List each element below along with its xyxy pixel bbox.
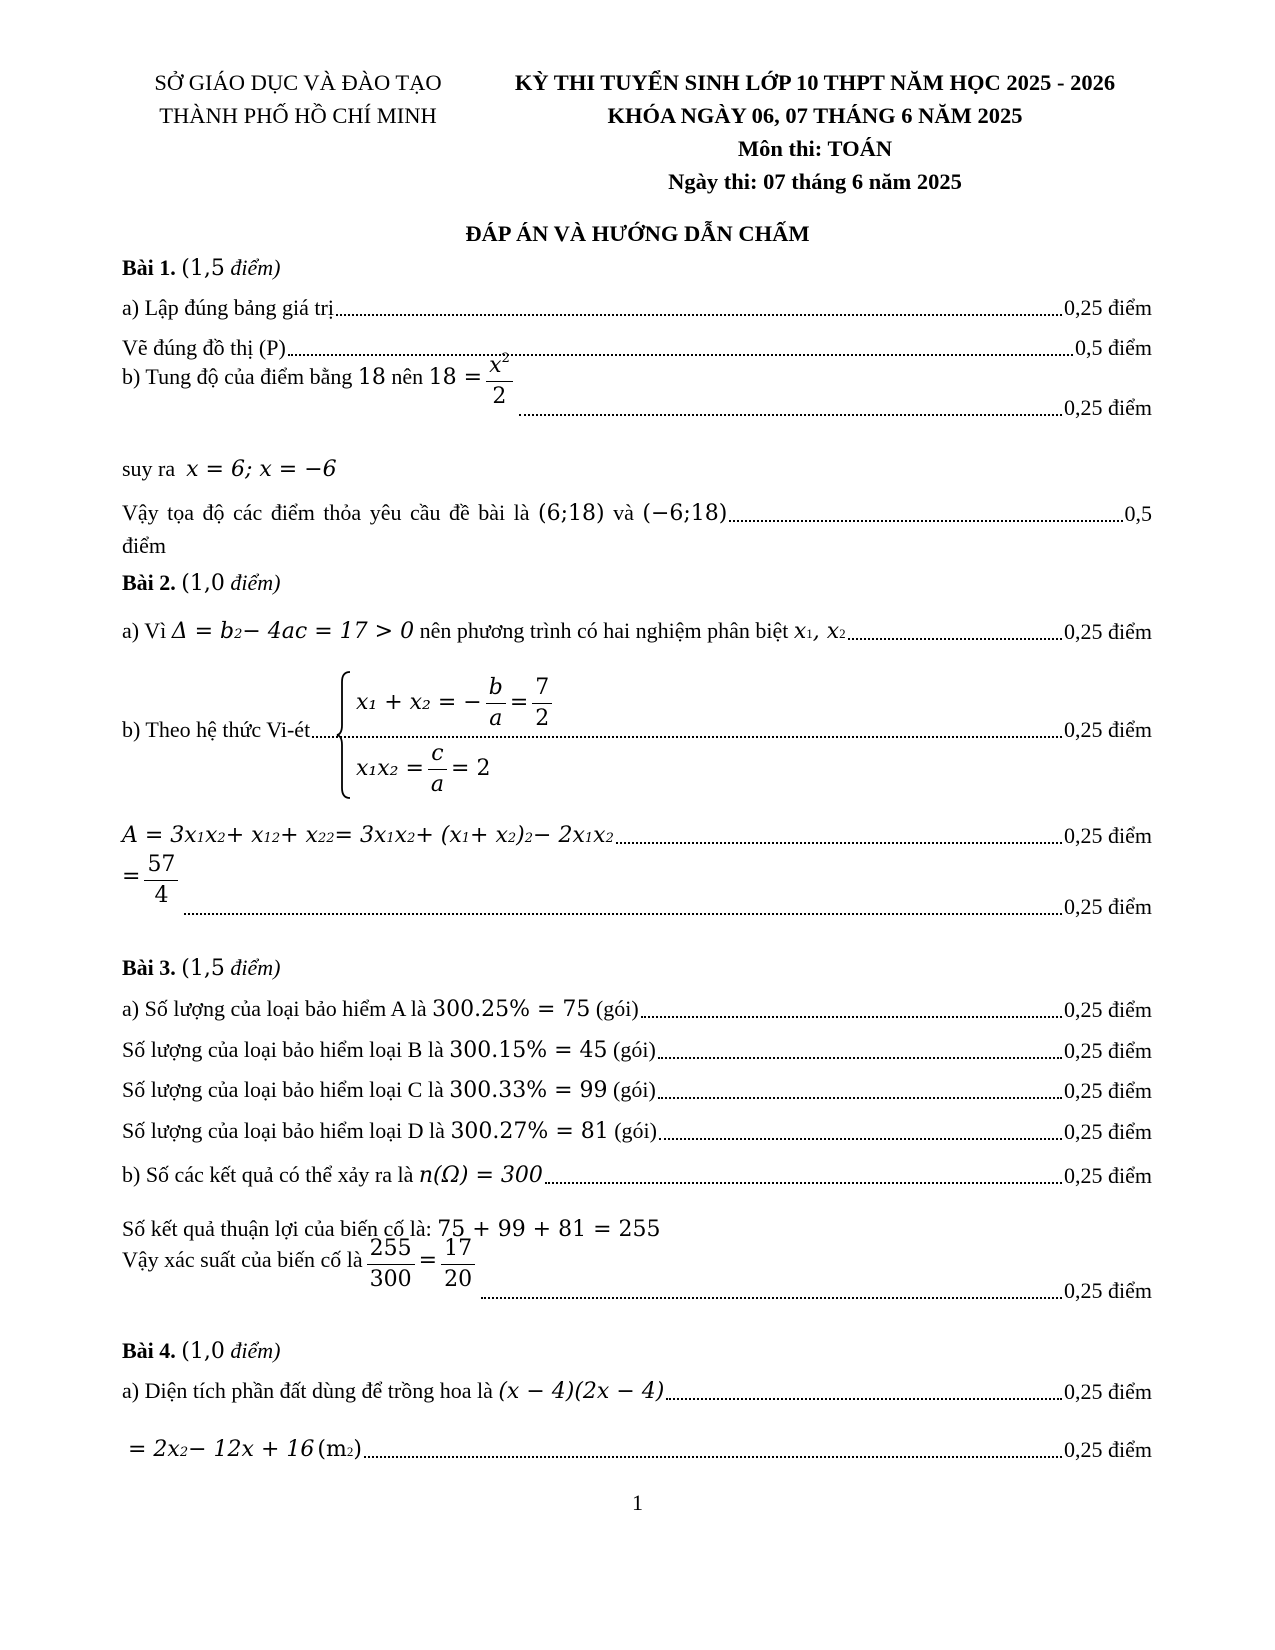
bai3-line-D: Số lượng của loại bảo hiểm loại D là 300.27% = 81 (gói) 0,25 điểm <box>122 1117 1152 1144</box>
dot-leader <box>616 842 1062 844</box>
fraction: $\frac{255}{300}$ <box>367 1237 415 1292</box>
bai2-b-line: b) Theo hệ thức Vi-ét 0,25 điểm <box>122 716 1152 742</box>
dot-leader <box>666 1398 1062 1400</box>
dot-leader <box>288 354 1073 356</box>
bai2-A-line <box>122 822 1152 852</box>
score: 0,25 điểm <box>1064 1436 1152 1462</box>
fraction: $\frac{x^2}{2}$ <box>486 354 513 409</box>
dot-leader <box>519 414 1062 416</box>
bai3-line-C: Số lượng của loại bảo hiểm loại C là 300.33% = 99 (gói) 0,25 điểm <box>122 1076 1152 1103</box>
dot-leader <box>848 638 1062 640</box>
bai3-heading: Bài 3. (1,5 điểm) <box>122 955 281 981</box>
dot-leader <box>336 314 1062 316</box>
bai1-graph-line: Vẽ đúng đồ thị (P) 0,5 điểm <box>122 334 1152 360</box>
left-brace-icon <box>336 670 352 800</box>
dot-leader <box>481 1297 1062 1299</box>
score: 0,25 điểm <box>1064 893 1152 919</box>
bai3-line-B: Số lượng của loại bảo hiểm loại B là 300.15% = 45 (gói) 0,25 điểm <box>122 1036 1152 1063</box>
bai4-expand-line: = 2x 2 − 12x + 16 (m 2 ) 0,25 điểm <box>128 1436 1152 1462</box>
department-header <box>118 66 478 132</box>
expression-A: A = 3x 1 x 2 + x 1 2 + x 2 2 = 3x 1 x 2 + (x 1 + x 2 ) 2 − 2x 1 x 2 <box>122 822 614 848</box>
bai2-a-line: a) Vì Δ = b 2 − 4ac = 17 > 0 nên phương trình có hai nghiệm phân biệt x 1 , x 2 0,25 điểm <box>122 617 1152 644</box>
score: 0,25 điểm <box>1064 1378 1152 1404</box>
vieta-sum-equation: x₁ + x₂ = − $\frac{b}{a}$ = $\frac{7}{2}$ <box>356 676 556 731</box>
score: 0,25 điểm <box>1064 1077 1152 1103</box>
score: 0,25 điểm <box>1064 618 1152 644</box>
bai3-b-line: b) Số các kết quả có thể xảy ra là n(Ω) = 300 0,25 điểm <box>122 1161 1152 1188</box>
fraction: $\frac{7}{2}$ <box>532 676 552 731</box>
fraction: $\frac{57}{4}$ <box>144 853 178 908</box>
score: 0,25 điểm <box>1064 1037 1152 1063</box>
dot-leader <box>659 1138 1062 1140</box>
vieta-system <box>336 670 566 800</box>
dot-leader <box>641 1016 1062 1018</box>
score: 0,25 điểm <box>1064 1162 1152 1188</box>
exam-subject: Môn thi: TOÁN <box>737 136 893 161</box>
bai3-line-A: a) Số lượng của loại bảo hiểm A là 300.25% = 75 (gói) 0,25 điểm <box>122 995 1152 1022</box>
dot-leader <box>729 520 1122 522</box>
score: 0,25 điểm <box>1064 294 1152 320</box>
department-line-1: SỞ GIÁO DỤC VÀ ĐÀO TẠO <box>154 70 442 95</box>
bai2-heading: Bài 2. (1,0 điểm) <box>122 570 281 596</box>
dot-leader <box>658 1057 1062 1059</box>
document-title: ĐÁP ÁN VÀ HƯỚNG DẪN CHẤM <box>465 221 810 246</box>
dot-leader <box>364 1456 1062 1458</box>
bai1-a-line: a) Lập đúng bảng giá trị 0,25 điểm <box>122 294 1152 320</box>
score: 0,25 điểm <box>1064 394 1152 420</box>
bai4-a-line: a) Diện tích phần đất dùng để trồng hoa là (x − 4)(2x − 4) 0,25 điểm <box>122 1377 1152 1404</box>
dot-leader <box>184 913 1062 915</box>
bai1-heading: Bài 1. (1,5 điểm) <box>122 255 281 281</box>
bai1-conclusion-line: Vậy tọa độ các điểm thỏa yêu cầu đề bài là (6;18) và (−6;18) 0,5 <box>122 499 1152 526</box>
dot-leader <box>545 1182 1062 1184</box>
score: 0,25 điểm <box>1064 822 1152 848</box>
bai1-conclusion-unit: điểm <box>122 533 166 558</box>
bai1-b-line: b) Tung độ của điểm bằng 18 nên 18 = $\frac{x^2}{2}$ 0,25 điểm <box>122 350 1152 420</box>
page-number: 1 <box>632 1490 643 1515</box>
exam-date: Ngày thi: 07 tháng 6 năm 2025 <box>668 169 962 194</box>
fraction: $\frac{c}{a}$ <box>428 742 447 797</box>
exam-header <box>470 66 1160 198</box>
score: 0,25 điểm <box>1064 716 1152 742</box>
score: 0,5 điểm <box>1075 334 1152 360</box>
department-line-2: THÀNH PHỐ HỒ CHÍ MINH <box>159 103 437 128</box>
fraction: $\frac{b}{a}$ <box>486 676 506 731</box>
score: 0,25 điểm <box>1064 1277 1152 1303</box>
exam-title: KỲ THI TUYỂN SINH LỚP 10 THPT NĂM HỌC 2025 - 2026 <box>514 70 1116 95</box>
fraction: $\frac{17}{20}$ <box>441 1237 475 1292</box>
bai4-heading: Bài 4. (1,0 điểm) <box>122 1338 281 1364</box>
exam-session: KHÓA NGÀY 06, 07 THÁNG 6 NĂM 2025 <box>607 103 1023 128</box>
bai2-result-line: = $\frac{57}{4}$ 0,25 điểm <box>122 851 1152 919</box>
score: 0,25 điểm <box>1064 996 1152 1022</box>
bai3-favorable: Số kết quả thuận lợi của biến cố là: 75 + 99 + 81 = 255 <box>122 1216 661 1242</box>
dot-leader <box>658 1097 1062 1099</box>
score: 0,25 điểm <box>1064 1118 1152 1144</box>
vieta-product-equation: x₁x₂ = $\frac{c}{a}$ = 2 <box>356 741 491 798</box>
bai3-probability-line: Vậy xác suất của biến cố là $\frac{255}{300}$ = $\frac{17}{20}$ 0,25 điểm <box>122 1235 1152 1303</box>
bai1-suy-ra: suy ra x = 6; x = −6 <box>122 456 337 482</box>
score: 0,5 <box>1124 500 1152 526</box>
